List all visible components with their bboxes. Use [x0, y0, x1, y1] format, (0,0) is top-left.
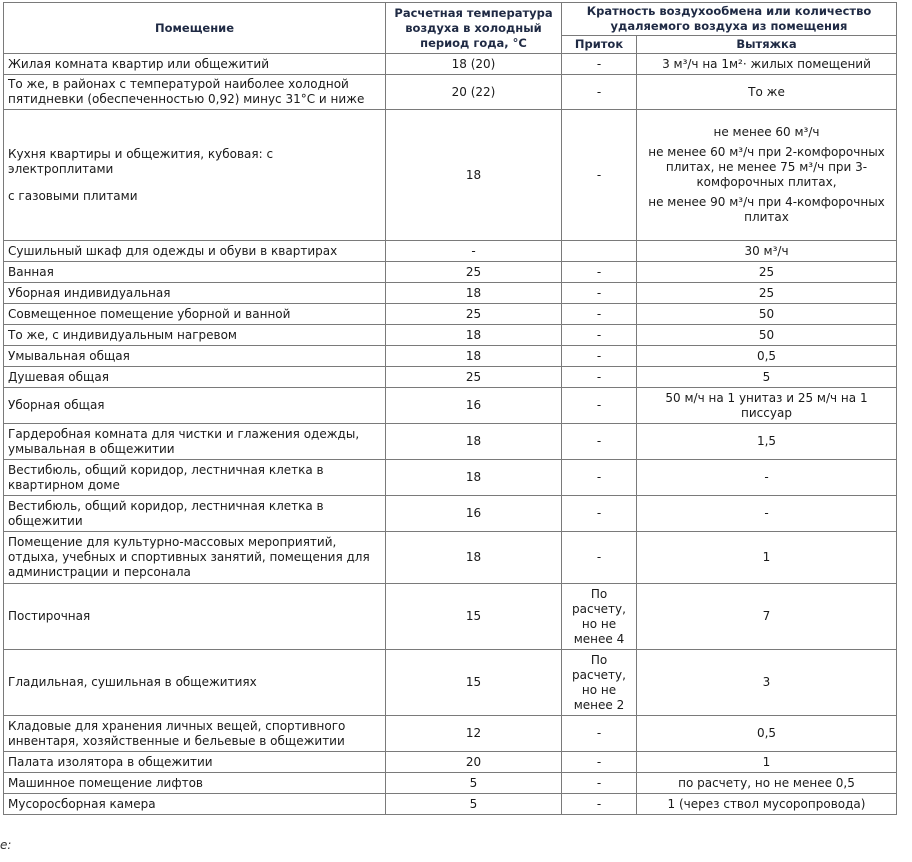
table-row — [4, 75, 897, 110]
table-row — [4, 496, 897, 532]
table-row — [4, 773, 897, 794]
room-name-cell: Гардеробная комната для чистки и глажения одежды, умывальная в общежитии — [4, 424, 386, 460]
supply-cell: - — [562, 262, 637, 283]
supply-cell: - — [562, 794, 637, 815]
header-air-exchange: Кратность воздухообмена или количество удаляемого воздуха из помещения — [562, 3, 897, 36]
exhaust-cell: по расчету, но не менее 0,5 — [637, 773, 897, 794]
room-name-cell: Кладовые для хранения личных вещей, спортивного инвентаря, хозяйственные и бельевые в общежитии — [4, 716, 386, 752]
supply-cell: - — [562, 304, 637, 325]
room-name-cell: Мусоросборная камера — [4, 794, 386, 815]
ventilation-table — [3, 2, 897, 815]
temperature-cell: - — [386, 241, 562, 262]
temperature-cell: 25 — [386, 262, 562, 283]
temperature-cell: 16 — [386, 496, 562, 532]
room-name-cell: Совмещенное помещение уборной и ванной — [4, 304, 386, 325]
temperature-cell: 18 — [386, 424, 562, 460]
table-row — [4, 304, 897, 325]
header-exhaust: Вытяжка — [637, 36, 897, 54]
temperature-cell: 15 — [386, 650, 562, 716]
room-name-cell: Ванная — [4, 262, 386, 283]
temperature-cell: 16 — [386, 388, 562, 424]
room-name-cell: Уборная общая — [4, 388, 386, 424]
temperature-cell: 5 — [386, 773, 562, 794]
table-row — [4, 716, 897, 752]
room-name-cell: Вестибюль, общий коридор, лестничная клетка в квартирном доме — [4, 460, 386, 496]
room-name-cell: То же, в районах с температурой наиболее холодной пятидневки (обеспеченностью 0,92) минус 31°С и ниже — [4, 75, 386, 110]
temperature-cell: 18 — [386, 532, 562, 584]
supply-cell: - — [562, 424, 637, 460]
room-name-cell: Постирочная — [4, 584, 386, 650]
exhaust-cell: 25 — [637, 283, 897, 304]
room-name-cell: Гладильная, сушильная в общежитиях — [4, 650, 386, 716]
exhaust-cell: 0,5 — [637, 346, 897, 367]
kitchen-name-line: с газовыми плитами — [8, 188, 138, 203]
exhaust-cell: 5 — [637, 367, 897, 388]
table-row — [4, 262, 897, 283]
exhaust-cell: 1 (через ствол мусоропровода) — [637, 794, 897, 815]
supply-cell: - — [562, 496, 637, 532]
kitchen-exhaust-line: не менее 60 м³/ч — [713, 125, 820, 139]
temperature-cell: 18 — [386, 283, 562, 304]
temperature-cell: 18 — [386, 346, 562, 367]
table-row — [4, 584, 897, 650]
room-name-cell: То же, с индивидуальным нагревом — [4, 325, 386, 346]
exhaust-cell: 3 м³/ч на 1м²· жилых помещений — [637, 54, 897, 75]
exhaust-cell: 50 — [637, 304, 897, 325]
room-name-cell — [4, 110, 386, 241]
kitchen-name-line: Кухня квартиры и общежития, кубовая: с электроплитами — [8, 146, 274, 176]
table-row — [4, 367, 897, 388]
supply-cell: По расчету, но не менее 2 — [562, 650, 637, 716]
supply-cell: - — [562, 752, 637, 773]
supply-cell: - — [562, 325, 637, 346]
table-row — [4, 424, 897, 460]
supply-cell: - — [562, 283, 637, 304]
header-supply: Приток — [562, 36, 637, 54]
exhaust-cell: То же — [637, 75, 897, 110]
table-row — [4, 650, 897, 716]
table-row — [4, 325, 897, 346]
supply-cell: - — [562, 388, 637, 424]
table-row — [4, 460, 897, 496]
table-row — [4, 388, 897, 424]
exhaust-cell: 1 — [637, 532, 897, 584]
room-name-cell: Сушильный шкаф для одежды и обуви в квартирах — [4, 241, 386, 262]
table-row — [4, 346, 897, 367]
exhaust-cell: 1 — [637, 752, 897, 773]
table-body — [4, 54, 897, 815]
temperature-cell: 18 (20) — [386, 54, 562, 75]
supply-cell — [562, 241, 637, 262]
supply-cell: - — [562, 773, 637, 794]
footnote-text: е: — [0, 838, 12, 852]
supply-cell: - — [562, 110, 637, 241]
temperature-cell: 25 — [386, 304, 562, 325]
supply-cell: - — [562, 75, 637, 110]
exhaust-cell: 0,5 — [637, 716, 897, 752]
exhaust-cell: 50 м/ч на 1 унитаз и 25 м/ч на 1 писсуар — [637, 388, 897, 424]
kitchen-exhaust-line: не менее 60 м³/ч при 2-комфорочных плитах, не менее 75 м³/ч при 3-комфорочных плитах, — [648, 145, 885, 189]
exhaust-cell: - — [637, 496, 897, 532]
exhaust-cell — [637, 110, 897, 241]
supply-cell: По расчету, но не менее 4 — [562, 584, 637, 650]
exhaust-cell: 1,5 — [637, 424, 897, 460]
temperature-cell: 20 (22) — [386, 75, 562, 110]
header-temperature: Расчетная температура воздуха в холодный период года, °С — [386, 3, 562, 54]
table-row — [4, 283, 897, 304]
temperature-cell: 18 — [386, 325, 562, 346]
supply-cell: - — [562, 532, 637, 584]
room-name-cell: Жилая комната квартир или общежитий — [4, 54, 386, 75]
temperature-cell: 5 — [386, 794, 562, 815]
supply-cell: - — [562, 367, 637, 388]
table-row — [4, 241, 897, 262]
exhaust-cell: 25 — [637, 262, 897, 283]
exhaust-cell: 3 — [637, 650, 897, 716]
table-row — [4, 752, 897, 773]
temperature-cell: 25 — [386, 367, 562, 388]
exhaust-cell: 50 — [637, 325, 897, 346]
table-row — [4, 532, 897, 584]
supply-cell: - — [562, 716, 637, 752]
room-name-cell: Помещение для культурно-массовых мероприятий, отдыха, учебных и спортивных занятий, помещения для администрации и персонала — [4, 532, 386, 584]
supply-cell: - — [562, 54, 637, 75]
exhaust-cell: - — [637, 460, 897, 496]
supply-cell: - — [562, 346, 637, 367]
room-name-cell: Душевая общая — [4, 367, 386, 388]
room-name-cell: Умывальная общая — [4, 346, 386, 367]
temperature-cell: 20 — [386, 752, 562, 773]
supply-cell: - — [562, 460, 637, 496]
table-row — [4, 794, 897, 815]
temperature-cell: 12 — [386, 716, 562, 752]
table-row — [4, 54, 897, 75]
exhaust-cell: 7 — [637, 584, 897, 650]
exhaust-cell: 30 м³/ч — [637, 241, 897, 262]
temperature-cell: 18 — [386, 110, 562, 241]
table-row-kitchen — [4, 110, 897, 241]
room-name-cell: Машинное помещение лифтов — [4, 773, 386, 794]
temperature-cell: 18 — [386, 460, 562, 496]
kitchen-exhaust-line: не менее 90 м³/ч при 4-комфорочных плитах — [648, 195, 885, 224]
room-name-cell: Уборная индивидуальная — [4, 283, 386, 304]
room-name-cell: Палата изолятора в общежитии — [4, 752, 386, 773]
header-room: Помещение — [4, 3, 386, 54]
room-name-cell: Вестибюль, общий коридор, лестничная клетка в общежитии — [4, 496, 386, 532]
temperature-cell: 15 — [386, 584, 562, 650]
